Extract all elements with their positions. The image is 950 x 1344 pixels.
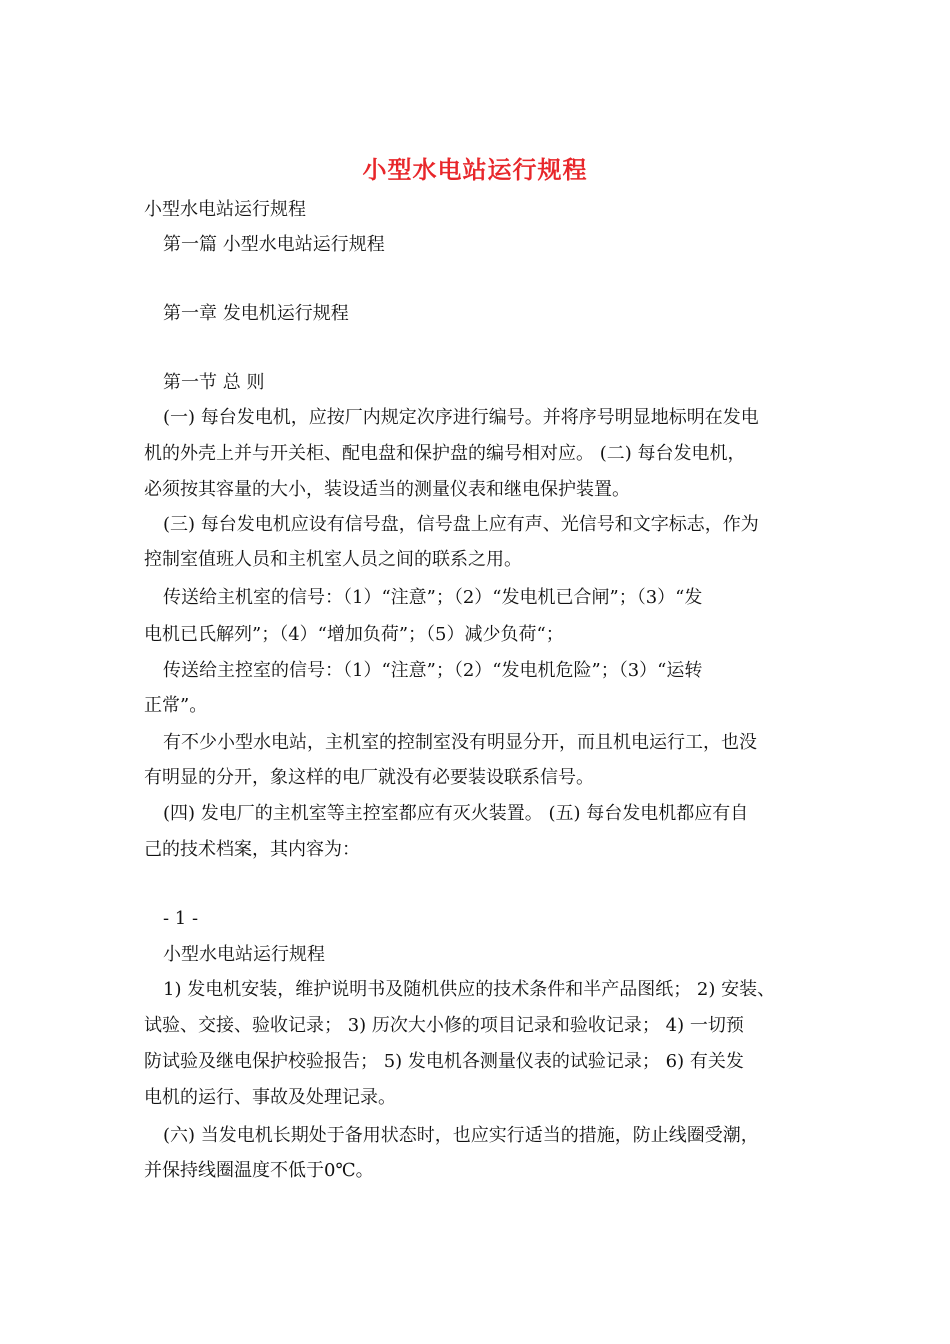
paragraph-line: 电机的运行、事故及处理记录。 xyxy=(144,1087,396,1108)
paragraph-line: 有明显的分开，象这样的电厂就没有必要装设联系信号。 xyxy=(144,767,594,788)
paragraph-line: (一) 每台发电机，应按厂内规定次序进行编号。并将序号明显地标明在发电 xyxy=(163,407,759,428)
paragraph-line: (六) 当发电机长期处于备用状态时，也应实行适当的措施，防止线圈受潮， xyxy=(163,1125,759,1146)
part-heading: 第一篇 小型水电站运行规程 xyxy=(163,234,385,255)
page-number: - 1 - xyxy=(163,908,199,929)
paragraph-line: 并保持线圈温度不低于0℃。 xyxy=(144,1160,374,1181)
paragraph-line: 试验、交接、验收记录； 3) 历次大小修的项目记录和验收记录； 4) 一切预 xyxy=(144,1015,744,1036)
paragraph-line: 机的外壳上并与开关柜、配电盘和保护盘的编号相对应。 (二) 每台发电机， xyxy=(144,443,746,464)
document-title: 小型水电站运行规程 xyxy=(362,155,588,184)
paragraph-line: 电机已氏解列”；（4）“增加负荷”；（5）减少负荷“； xyxy=(144,624,564,645)
paragraph-line: 己的技术档案，其内容为： xyxy=(144,839,360,860)
paragraph-line: 有不少小型水电站，主机室的控制室没有明显分开，而且机电运行工，也没 xyxy=(163,732,757,753)
paragraph-line: 传送给主控室的信号：（1）“注意”；（2）“发电机危险”；（3）“运转 xyxy=(163,660,703,681)
section-heading: 第一节 总 则 xyxy=(163,372,265,393)
paragraph-line: 传送给主机室的信号：（1）“注意”；（2）“发电机已合闸”；（3）“发 xyxy=(163,587,703,608)
paragraph-line: (三) 每台发电机应设有信号盘，信号盘上应有声、光信号和文字标志，作为 xyxy=(163,514,759,535)
paragraph-line: 正常”。 xyxy=(144,695,208,716)
chapter-heading: 第一章 发电机运行规程 xyxy=(163,303,349,324)
paragraph-line: 防试验及继电保护校验报告； 5) 发电机各测量仪表的试验记录； 6) 有关发 xyxy=(144,1051,744,1072)
running-header: 小型水电站运行规程 xyxy=(144,199,306,220)
paragraph-line: (四) 发电厂的主机室等主控室都应有灭火装置。 (五) 每台发电机都应有自 xyxy=(163,803,749,824)
paragraph-line: 控制室值班人员和主机室人员之间的联系之用。 xyxy=(144,549,522,570)
paragraph-line: 必须按其容量的大小，装设适当的测量仪表和继电保护装置。 xyxy=(144,479,630,500)
paragraph-line: 1) 发电机安装，维护说明书及随机供应的技术条件和半产品图纸； 2) 安装、 xyxy=(163,979,776,1000)
running-header: 小型水电站运行规程 xyxy=(163,944,325,965)
